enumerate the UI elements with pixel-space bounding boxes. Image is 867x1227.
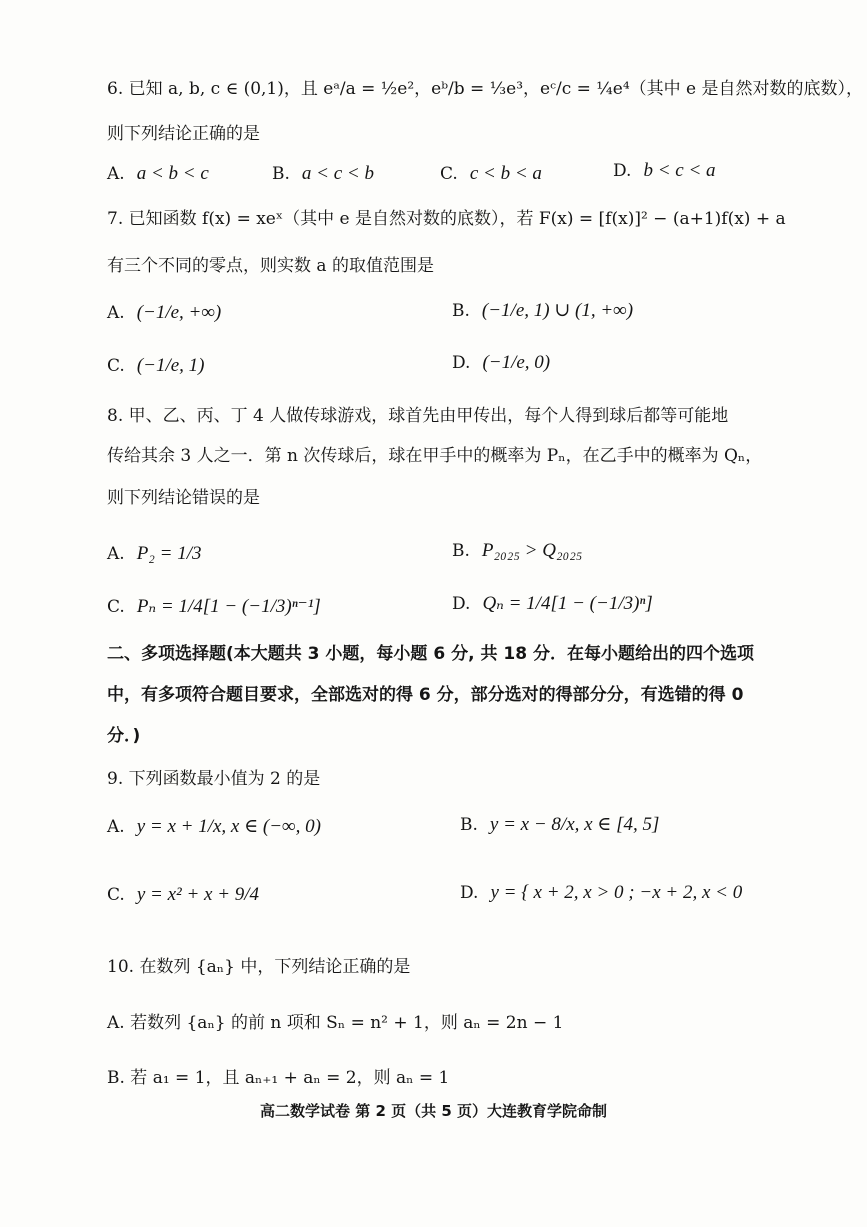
- q7-stem-line2: 有三个不同的零点，则实数 a 的取值范围是: [107, 256, 434, 276]
- q7-option-c[interactable]: C. (−1/e, 1): [107, 355, 205, 376]
- q8-option-c[interactable]: C. Pₙ = 1/4[1 − (−1/3)ⁿ⁻¹]: [107, 596, 321, 617]
- q6-stem-line2: 则下列结论正确的是: [107, 124, 260, 144]
- q10-option-a[interactable]: A. 若数列 {aₙ} 的前 n 项和 Sₙ = n² + 1，则 aₙ = 2n − 1: [107, 1013, 564, 1033]
- q8-option-a[interactable]: A. P₂ = 1/3: [107, 543, 202, 564]
- q8-stem-line2: 传给其余 3 人之一．第 n 次传球后，球在甲手中的概率为 Pₙ，在乙手中的概率为 Qₙ，: [107, 446, 763, 466]
- section2-line2: 中，有多项符合题目要求，全部选对的得 6 分，部分选对的得部分分，有选错的得 0: [107, 685, 744, 705]
- q7-option-a[interactable]: A. (−1/e, +∞): [107, 302, 222, 323]
- q6-stem-line1: 6. 已知 a, b, c ∈ (0,1)，且 eᵃ/a = ½e²，eᵇ/b = ⅓e³，eᶜ/c = ¼e⁴（其中 e 是自然对数的底数），: [107, 79, 864, 99]
- page-footer: 高二数学试卷 第 2 页（共 5 页）大连教育学院命制: [260, 1102, 607, 1120]
- q6-option-d[interactable]: D. b < c < a: [613, 160, 716, 181]
- q7-stem-line1: 7. 已知函数 f(x) = xeˣ（其中 e 是自然对数的底数），若 F(x) = [f(x)]² − (a+1)f(x) + a: [107, 209, 786, 229]
- q8-stem-line3: 则下列结论错误的是: [107, 488, 260, 508]
- q6-option-b[interactable]: B. a < c < b: [272, 163, 374, 184]
- section2-line1: 二、多项选择题(本大题共 3 小题，每小题 6 分, 共 18 分．在每小题给出的四个选项: [107, 644, 754, 664]
- q6-option-a[interactable]: A. a < b < c: [107, 163, 209, 184]
- q9-option-a[interactable]: A. y = x + 1/x, x ∈ (−∞, 0): [107, 816, 321, 837]
- q9-option-d[interactable]: D. y = { x + 2, x > 0 ; −x + 2, x < 0: [460, 882, 743, 903]
- q7-option-b[interactable]: B. (−1/e, 1) ∪ (1, +∞): [452, 300, 634, 321]
- section2-line3: 分．): [107, 726, 141, 746]
- q9-option-c[interactable]: C. y = x² + x + 9/4: [107, 884, 260, 905]
- q10-stem: 10. 在数列 {aₙ} 中，下列结论正确的是: [107, 957, 411, 977]
- q9-option-b[interactable]: B. y = x − 8/x, x ∈ [4, 5]: [460, 814, 660, 835]
- q7-option-d[interactable]: D. (−1/e, 0): [452, 352, 551, 373]
- q9-stem: 9. 下列函数最小值为 2 的是: [107, 769, 321, 789]
- q10-option-b[interactable]: B. 若 a₁ = 1，且 aₙ₊₁ + aₙ = 2，则 aₙ = 1: [107, 1068, 450, 1088]
- q8-option-b[interactable]: B. P₂₀₂₅ > Q₂₀₂₅: [452, 540, 583, 561]
- q8-option-d[interactable]: D. Qₙ = 1/4[1 − (−1/3)ⁿ]: [452, 593, 653, 614]
- q6-option-c[interactable]: C. c < b < a: [440, 163, 542, 184]
- q8-stem-line1: 8. 甲、乙、丙、丁 4 人做传球游戏，球首先由甲传出，每个人得到球后都等可能地: [107, 406, 729, 426]
